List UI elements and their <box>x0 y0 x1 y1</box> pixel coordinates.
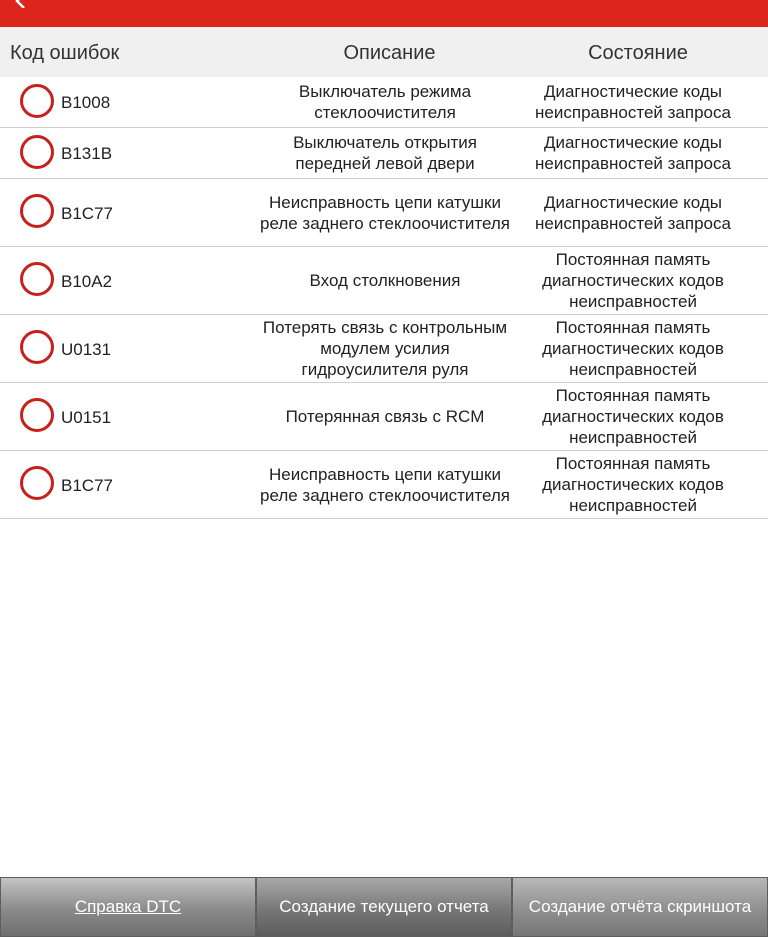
create-current-report-button[interactable] <box>256 877 512 937</box>
table-row[interactable] <box>0 247 768 315</box>
table-row[interactable] <box>0 77 768 128</box>
create-screenshot-report-button[interactable] <box>512 877 768 937</box>
header-status: Состояние <box>588 42 688 64</box>
dtc-status: Постоянная память диагностических кодов неисправностей <box>542 250 724 311</box>
dtc-description: Потерять связь с контрольным модулем усилия гидроусилителя руля <box>262 318 508 379</box>
radio-button[interactable] <box>20 194 54 228</box>
header-code: Код ошибок <box>10 42 120 64</box>
dtc-status: Постоянная память диагностических кодов неисправностей <box>542 454 724 515</box>
dtc-help-button[interactable] <box>0 877 256 937</box>
create-screenshot-report-label: Создание отчёта скриншота <box>528 897 752 916</box>
radio-button[interactable] <box>20 330 54 364</box>
dtc-status: Постоянная память диагностических кодов неисправностей <box>542 318 724 379</box>
header-description: Описание <box>343 42 436 64</box>
dtc-code: B1008 <box>61 93 111 112</box>
radio-button[interactable] <box>20 398 54 432</box>
dtc-description: Выключатель режима стеклоочистителя <box>298 82 472 122</box>
dtc-code: U0151 <box>61 408 112 427</box>
dtc-description: Неисправность цепи катушки реле заднего стеклоочистителя <box>259 464 511 505</box>
title-bar <box>0 0 768 27</box>
dtc-description: Неисправность цепи катушки реле заднего стеклоочистителя <box>259 192 511 233</box>
dtc-status: Постоянная память диагностических кодов неисправностей <box>542 386 724 447</box>
create-current-report-label: Создание текущего отчета <box>279 897 489 916</box>
table-row[interactable] <box>0 128 768 179</box>
radio-button[interactable] <box>20 84 54 118</box>
dtc-code: U0131 <box>61 340 112 359</box>
dtc-status: Диагностические коды неисправностей запроса <box>535 82 731 122</box>
dtc-list <box>0 77 768 519</box>
dtc-description: Выключатель открытия передней левой двери <box>293 133 477 173</box>
dtc-description: Вход столкновения <box>309 271 461 290</box>
dtc-code: B1C77 <box>61 204 113 223</box>
dtc-description: Потерянная связь с RCM <box>285 407 485 426</box>
dtc-code: B1C77 <box>61 476 113 495</box>
dtc-code: B10A2 <box>61 272 113 291</box>
footer-toolbar <box>0 877 768 937</box>
dtc-help-label: Справка DTC <box>74 897 182 916</box>
radio-button[interactable] <box>20 466 54 500</box>
table-row[interactable] <box>0 383 768 451</box>
table-row[interactable] <box>0 179 768 247</box>
table-row[interactable] <box>0 315 768 383</box>
radio-button[interactable] <box>20 135 54 169</box>
dtc-code: B131B <box>61 144 113 163</box>
table-header <box>0 27 768 77</box>
radio-button[interactable] <box>20 262 54 296</box>
dtc-status: Диагностические коды неисправностей запроса <box>535 133 731 173</box>
dtc-status: Диагностические коды неисправностей запроса <box>535 192 731 233</box>
table-row[interactable] <box>0 451 768 519</box>
back-arrow-icon[interactable] <box>14 0 28 8</box>
